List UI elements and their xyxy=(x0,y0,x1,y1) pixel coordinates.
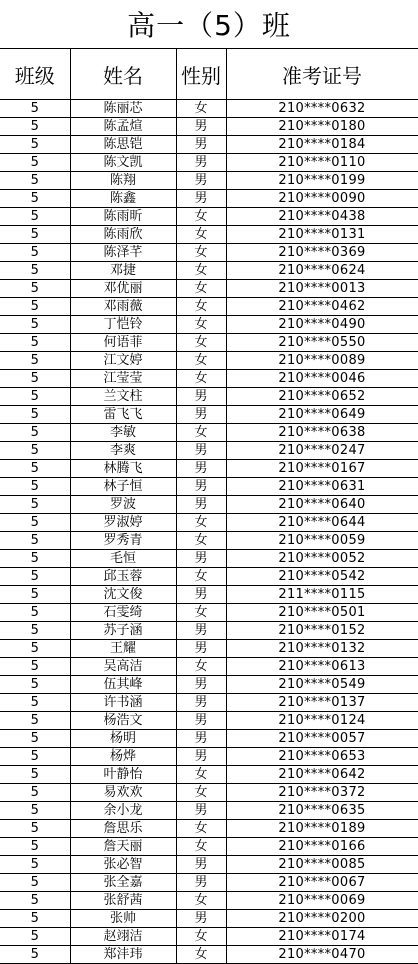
exam-id-cell: 210****0090 xyxy=(226,190,418,208)
table-row xyxy=(0,784,418,802)
class-cell: 5 xyxy=(0,766,70,784)
name-cell: 苏子涵 xyxy=(70,622,176,640)
class-cell: 5 xyxy=(0,370,70,388)
gender-cell: 男 xyxy=(176,496,226,514)
exam-id-cell: 210****0184 xyxy=(226,136,418,154)
exam-id-cell: 210****0189 xyxy=(226,820,418,838)
gender-cell: 女 xyxy=(176,370,226,388)
class-cell: 5 xyxy=(0,136,70,154)
class-cell: 5 xyxy=(0,550,70,568)
exam-id-cell: 210****0137 xyxy=(226,694,418,712)
name-cell: 杨烨 xyxy=(70,748,176,766)
gender-cell: 男 xyxy=(176,856,226,874)
table-row xyxy=(0,802,418,820)
class-cell: 5 xyxy=(0,514,70,532)
table-row xyxy=(0,532,418,550)
table-row xyxy=(0,928,418,946)
exam-id-cell: 210****0652 xyxy=(226,388,418,406)
exam-id-cell: 210****0462 xyxy=(226,298,418,316)
name-cell: 杨明 xyxy=(70,730,176,748)
gender-cell: 男 xyxy=(176,406,226,424)
exam-id-cell: 210****0631 xyxy=(226,478,418,496)
exam-id-cell: 210****0624 xyxy=(226,262,418,280)
class-cell: 5 xyxy=(0,640,70,658)
exam-id-cell: 210****0085 xyxy=(226,856,418,874)
table-row xyxy=(0,496,418,514)
exam-id-cell: 210****0152 xyxy=(226,622,418,640)
table-row xyxy=(0,172,418,190)
exam-id-cell: 210****0089 xyxy=(226,352,418,370)
name-cell: 张全嘉 xyxy=(70,874,176,892)
exam-id-cell: 210****0369 xyxy=(226,244,418,262)
table-row xyxy=(0,712,418,730)
exam-id-cell: 210****0110 xyxy=(226,154,418,172)
name-cell: 江文婷 xyxy=(70,352,176,370)
gender-cell: 女 xyxy=(176,928,226,946)
gender-cell: 男 xyxy=(176,730,226,748)
class-cell: 5 xyxy=(0,352,70,370)
exam-id-cell: 210****0174 xyxy=(226,928,418,946)
exam-id-cell: 210****0549 xyxy=(226,676,418,694)
gender-cell: 女 xyxy=(176,352,226,370)
table-row xyxy=(0,514,418,532)
class-cell: 5 xyxy=(0,316,70,334)
class-cell: 5 xyxy=(0,406,70,424)
table-row xyxy=(0,586,418,604)
exam-id-cell: 210****0653 xyxy=(226,748,418,766)
table-row xyxy=(0,640,418,658)
class-cell: 5 xyxy=(0,874,70,892)
name-cell: 罗秀青 xyxy=(70,532,176,550)
roster-table xyxy=(0,49,418,964)
table-row xyxy=(0,388,418,406)
gender-cell: 女 xyxy=(176,532,226,550)
exam-id-cell: 210****0501 xyxy=(226,604,418,622)
name-cell: 王耀 xyxy=(70,640,176,658)
table-row xyxy=(0,352,418,370)
table-row xyxy=(0,748,418,766)
class-cell: 5 xyxy=(0,388,70,406)
table-row xyxy=(0,208,418,226)
gender-cell: 男 xyxy=(176,586,226,604)
class-cell: 5 xyxy=(0,838,70,856)
sheet-title: 高一（5）班 xyxy=(0,0,418,49)
exam-id-cell: 210****0635 xyxy=(226,802,418,820)
class-cell: 5 xyxy=(0,190,70,208)
name-cell: 陈雨欣 xyxy=(70,226,176,244)
class-cell: 5 xyxy=(0,694,70,712)
class-cell: 5 xyxy=(0,100,70,118)
table-row xyxy=(0,190,418,208)
class-cell: 5 xyxy=(0,262,70,280)
table-row xyxy=(0,154,418,172)
class-cell: 5 xyxy=(0,730,70,748)
name-cell: 赵翊洁 xyxy=(70,928,176,946)
name-cell: 林腾飞 xyxy=(70,460,176,478)
gender-cell: 男 xyxy=(176,172,226,190)
table-row xyxy=(0,694,418,712)
exam-id-cell: 210****0638 xyxy=(226,424,418,442)
gender-cell: 女 xyxy=(176,244,226,262)
name-cell: 陈雨昕 xyxy=(70,208,176,226)
table-row xyxy=(0,946,418,964)
class-cell: 5 xyxy=(0,622,70,640)
gender-cell: 女 xyxy=(176,280,226,298)
gender-cell: 男 xyxy=(176,460,226,478)
exam-id-cell: 210****0131 xyxy=(226,226,418,244)
class-cell: 5 xyxy=(0,496,70,514)
name-cell: 邓捷 xyxy=(70,262,176,280)
class-cell: 5 xyxy=(0,568,70,586)
exam-id-cell: 210****0642 xyxy=(226,766,418,784)
table-row xyxy=(0,244,418,262)
name-cell: 叶静怡 xyxy=(70,766,176,784)
name-cell: 邱玉蓉 xyxy=(70,568,176,586)
table-row xyxy=(0,550,418,568)
name-cell: 林子恒 xyxy=(70,478,176,496)
name-cell: 张帅 xyxy=(70,910,176,928)
table-row xyxy=(0,820,418,838)
exam-id-cell: 210****0124 xyxy=(226,712,418,730)
exam-id-cell: 210****0470 xyxy=(226,946,418,964)
class-cell: 5 xyxy=(0,154,70,172)
gender-cell: 女 xyxy=(176,226,226,244)
gender-cell: 女 xyxy=(176,334,226,352)
name-cell: 张必智 xyxy=(70,856,176,874)
gender-cell: 女 xyxy=(176,424,226,442)
gender-cell: 女 xyxy=(176,298,226,316)
class-cell: 5 xyxy=(0,298,70,316)
class-cell: 5 xyxy=(0,172,70,190)
exam-id-cell: 210****0067 xyxy=(226,874,418,892)
table-row xyxy=(0,874,418,892)
name-cell: 陈孟煊 xyxy=(70,118,176,136)
gender-cell: 女 xyxy=(176,316,226,334)
gender-cell: 男 xyxy=(176,640,226,658)
name-cell: 陈丽芯 xyxy=(70,100,176,118)
gender-cell: 男 xyxy=(176,118,226,136)
exam-id-cell: 210****0542 xyxy=(226,568,418,586)
exam-id-cell: 210****0132 xyxy=(226,640,418,658)
exam-id-cell: 210****0649 xyxy=(226,406,418,424)
class-cell: 5 xyxy=(0,226,70,244)
exam-id-cell: 210****0199 xyxy=(226,172,418,190)
name-cell: 邓雨薇 xyxy=(70,298,176,316)
name-cell: 詹天丽 xyxy=(70,838,176,856)
name-cell: 吴高洁 xyxy=(70,658,176,676)
gender-cell: 女 xyxy=(176,892,226,910)
class-cell: 5 xyxy=(0,460,70,478)
class-cell: 5 xyxy=(0,532,70,550)
class-cell: 5 xyxy=(0,280,70,298)
class-cell: 5 xyxy=(0,586,70,604)
table-row xyxy=(0,298,418,316)
gender-cell: 男 xyxy=(176,154,226,172)
name-cell: 何语菲 xyxy=(70,334,176,352)
gender-cell: 男 xyxy=(176,622,226,640)
exam-id-cell: 210****0180 xyxy=(226,118,418,136)
name-cell: 江莹莹 xyxy=(70,370,176,388)
gender-cell: 男 xyxy=(176,712,226,730)
name-cell: 石雯绮 xyxy=(70,604,176,622)
gender-cell: 男 xyxy=(176,748,226,766)
exam-id-cell: 210****0166 xyxy=(226,838,418,856)
class-cell: 5 xyxy=(0,820,70,838)
exam-id-cell: 210****0632 xyxy=(226,100,418,118)
gender-cell: 女 xyxy=(176,838,226,856)
name-cell: 沈文俊 xyxy=(70,586,176,604)
name-cell: 邓优丽 xyxy=(70,280,176,298)
exam-id-cell: 210****0013 xyxy=(226,280,418,298)
header-name: 姓名 xyxy=(70,49,176,100)
header-class: 班级 xyxy=(0,49,70,100)
name-cell: 陈思铠 xyxy=(70,136,176,154)
exam-id-cell: 210****0644 xyxy=(226,514,418,532)
gender-cell: 女 xyxy=(176,658,226,676)
name-cell: 李敏 xyxy=(70,424,176,442)
table-row xyxy=(0,730,418,748)
name-cell: 兰文柱 xyxy=(70,388,176,406)
name-cell: 张舒茜 xyxy=(70,892,176,910)
table-row xyxy=(0,370,418,388)
name-cell: 詹思乐 xyxy=(70,820,176,838)
gender-cell: 女 xyxy=(176,820,226,838)
name-cell: 郑沣玮 xyxy=(70,946,176,964)
class-cell: 5 xyxy=(0,442,70,460)
table-row xyxy=(0,838,418,856)
exam-id-cell: 210****0438 xyxy=(226,208,418,226)
roster-body xyxy=(0,100,418,964)
table-row xyxy=(0,280,418,298)
name-cell: 陈鑫 xyxy=(70,190,176,208)
exam-id-cell: 211****0115 xyxy=(226,586,418,604)
header-gender: 性别 xyxy=(176,49,226,100)
gender-cell: 男 xyxy=(176,190,226,208)
class-cell: 5 xyxy=(0,208,70,226)
table-row xyxy=(0,892,418,910)
gender-cell: 男 xyxy=(176,136,226,154)
exam-id-cell: 210****0640 xyxy=(226,496,418,514)
gender-cell: 男 xyxy=(176,478,226,496)
class-cell: 5 xyxy=(0,334,70,352)
table-row xyxy=(0,424,418,442)
name-cell: 毛恒 xyxy=(70,550,176,568)
exam-id-cell: 210****0247 xyxy=(226,442,418,460)
name-cell: 陈文凯 xyxy=(70,154,176,172)
name-cell: 陈翔 xyxy=(70,172,176,190)
gender-cell: 女 xyxy=(176,514,226,532)
gender-cell: 女 xyxy=(176,262,226,280)
gender-cell: 男 xyxy=(176,694,226,712)
table-row xyxy=(0,676,418,694)
exam-id-cell: 210****0057 xyxy=(226,730,418,748)
exam-id-cell: 210****0059 xyxy=(226,532,418,550)
exam-id-cell: 210****0200 xyxy=(226,910,418,928)
exam-id-cell: 210****0167 xyxy=(226,460,418,478)
name-cell: 余小龙 xyxy=(70,802,176,820)
table-row xyxy=(0,604,418,622)
gender-cell: 女 xyxy=(176,946,226,964)
name-cell: 罗波 xyxy=(70,496,176,514)
exam-id-cell: 210****0069 xyxy=(226,892,418,910)
table-row xyxy=(0,262,418,280)
class-cell: 5 xyxy=(0,658,70,676)
name-cell: 罗淑婷 xyxy=(70,514,176,532)
table-row xyxy=(0,622,418,640)
class-cell: 5 xyxy=(0,856,70,874)
name-cell: 伍其峰 xyxy=(70,676,176,694)
gender-cell: 男 xyxy=(176,802,226,820)
gender-cell: 男 xyxy=(176,676,226,694)
gender-cell: 女 xyxy=(176,100,226,118)
class-cell: 5 xyxy=(0,784,70,802)
table-row xyxy=(0,766,418,784)
exam-id-cell: 210****0372 xyxy=(226,784,418,802)
table-row xyxy=(0,406,418,424)
name-cell: 陈泽芊 xyxy=(70,244,176,262)
header-row xyxy=(0,49,418,100)
class-cell: 5 xyxy=(0,910,70,928)
gender-cell: 男 xyxy=(176,550,226,568)
class-cell: 5 xyxy=(0,244,70,262)
class-cell: 5 xyxy=(0,712,70,730)
name-cell: 易欢欢 xyxy=(70,784,176,802)
class-cell: 5 xyxy=(0,802,70,820)
class-cell: 5 xyxy=(0,424,70,442)
exam-id-cell: 210****0613 xyxy=(226,658,418,676)
name-cell: 雷飞飞 xyxy=(70,406,176,424)
table-row xyxy=(0,910,418,928)
table-row xyxy=(0,118,418,136)
table-row xyxy=(0,460,418,478)
gender-cell: 女 xyxy=(176,784,226,802)
gender-cell: 女 xyxy=(176,208,226,226)
exam-id-cell: 210****0490 xyxy=(226,316,418,334)
table-row xyxy=(0,478,418,496)
gender-cell: 女 xyxy=(176,766,226,784)
exam-id-cell: 210****0052 xyxy=(226,550,418,568)
class-cell: 5 xyxy=(0,604,70,622)
table-row xyxy=(0,316,418,334)
header-exam-id: 准考证号 xyxy=(226,49,418,100)
class-cell: 5 xyxy=(0,478,70,496)
class-cell: 5 xyxy=(0,946,70,964)
gender-cell: 男 xyxy=(176,388,226,406)
name-cell: 李爽 xyxy=(70,442,176,460)
table-row xyxy=(0,856,418,874)
name-cell: 丁恺铃 xyxy=(70,316,176,334)
table-row xyxy=(0,568,418,586)
exam-id-cell: 210****0550 xyxy=(226,334,418,352)
class-cell: 5 xyxy=(0,892,70,910)
table-row xyxy=(0,658,418,676)
class-cell: 5 xyxy=(0,748,70,766)
table-row xyxy=(0,334,418,352)
table-row xyxy=(0,226,418,244)
gender-cell: 女 xyxy=(176,568,226,586)
name-cell: 许书涵 xyxy=(70,694,176,712)
table-row xyxy=(0,136,418,154)
gender-cell: 女 xyxy=(176,604,226,622)
class-cell: 5 xyxy=(0,676,70,694)
gender-cell: 男 xyxy=(176,442,226,460)
name-cell: 杨浩文 xyxy=(70,712,176,730)
exam-id-cell: 210****0046 xyxy=(226,370,418,388)
table-row xyxy=(0,100,418,118)
class-cell: 5 xyxy=(0,928,70,946)
class-cell: 5 xyxy=(0,118,70,136)
gender-cell: 男 xyxy=(176,874,226,892)
gender-cell: 男 xyxy=(176,910,226,928)
table-row xyxy=(0,442,418,460)
